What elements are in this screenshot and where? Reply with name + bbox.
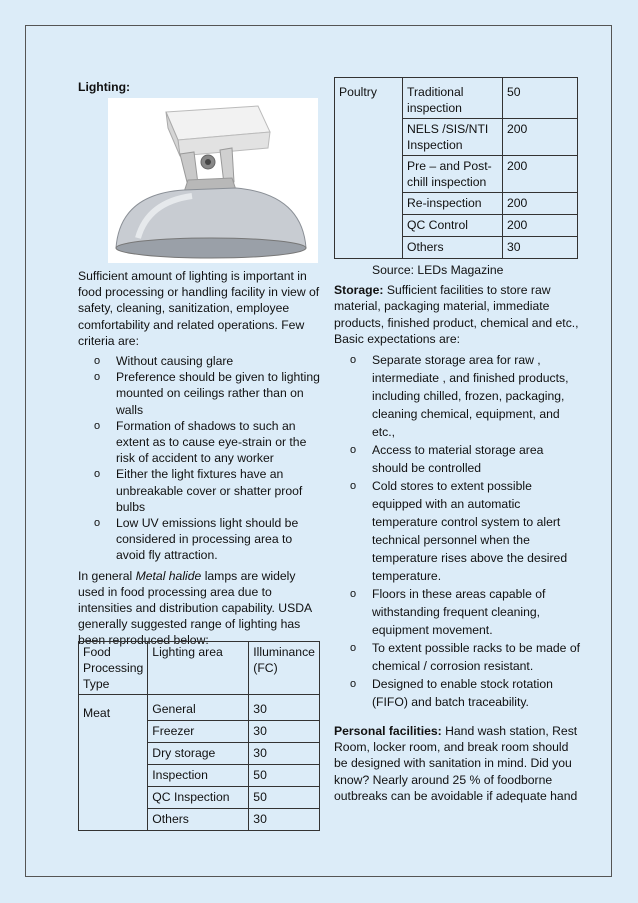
food-type-cell: Meat xyxy=(79,695,148,831)
table-cell: Traditional inspection xyxy=(403,78,503,119)
list-item: o Low UV emissions light should be considered in processing area to avoid fly attraction. xyxy=(78,515,324,564)
table-cell: QC Control xyxy=(403,215,503,237)
table-cell: General xyxy=(148,695,249,721)
table-cell: Inspection xyxy=(148,765,249,787)
lamp-image xyxy=(108,98,318,263)
list-item: o Designed to enable stock rotation (FIFO) and batch traceability. xyxy=(334,675,582,711)
food-type-cell: Poultry xyxy=(335,78,403,259)
table-cell: 50 xyxy=(249,787,320,809)
table-cell: 200 xyxy=(503,215,578,237)
column-header: Food Processing Type xyxy=(79,642,148,695)
lighting-heading: Lighting: xyxy=(78,80,131,94)
table-cell: Pre – and Post-chill inspection xyxy=(403,156,503,193)
lighting-criteria-list xyxy=(78,353,324,564)
table-header-row xyxy=(79,642,320,695)
table-cell: Others xyxy=(148,809,249,831)
table-cell: QC Inspection xyxy=(148,787,249,809)
table-cell: NELS /SIS/NTI Inspection xyxy=(403,119,503,156)
table-cell: Freezer xyxy=(148,721,249,743)
table-source: Source: LEDs Magazine xyxy=(372,263,504,277)
table-cell: 30 xyxy=(249,721,320,743)
list-item: o Cold stores to extent possible equipped with an automatic temperature control system to alert technical personnel when the temperature rises above the desired temperature. xyxy=(334,477,582,585)
meat-lighting-table xyxy=(78,641,320,831)
lighting-intro: Sufficient amount of lighting is important in food processing or handling facility in view of safety, cleaning, sanitization, employee comfortability and related operations. Few criteria are: xyxy=(78,269,320,348)
column-header: Illuminance (FC) xyxy=(249,642,320,695)
list-item: o Access to material storage area should be controlled xyxy=(334,441,582,477)
table-cell: Dry storage xyxy=(148,743,249,765)
table-cell: 30 xyxy=(249,743,320,765)
table-cell: Others xyxy=(403,237,503,259)
table-cell: 50 xyxy=(249,765,320,787)
metal-halide-paragraph: In general Metal halide lamps are widely used in food processing area due to intensities and distribution capability. USDA generally suggested range of lighting has been reproduced below: xyxy=(78,568,312,648)
table-cell: 50 xyxy=(503,78,578,119)
poultry-lighting-table xyxy=(334,77,578,259)
table-cell: 200 xyxy=(503,193,578,215)
list-item: o Preference should be given to lighting mounted on ceilings rather than on walls xyxy=(78,369,324,418)
personal-facilities-paragraph: Personal facilities: Hand wash station, Rest Room, locker room, and break room should be designed with sanitation in mind. Did you know? Nearly around 25 % of foodborne outbreaks can be avoidable if adequate hand xyxy=(334,724,578,803)
list-item: o To extent possible racks to be made of chemical / corrosion resistant. xyxy=(334,639,582,675)
table-cell: 200 xyxy=(503,156,578,193)
table-row xyxy=(335,78,578,119)
table-cell: 30 xyxy=(249,695,320,721)
table-cell: Re-inspection xyxy=(403,193,503,215)
list-item: o Without causing glare xyxy=(78,353,324,369)
list-item: o Floors in these areas capable of withstanding frequent cleaning, equipment movement. xyxy=(334,585,582,639)
column-header: Lighting area xyxy=(148,642,249,695)
list-item: o Separate storage area for raw , intermediate , and finished products, including chilled, frozen, packaging, cleaning chemical, equipment, and etc., xyxy=(334,351,582,441)
storage-list xyxy=(334,351,582,711)
table-cell: 30 xyxy=(249,809,320,831)
table-cell: 30 xyxy=(503,237,578,259)
list-item: o Either the light fixtures have an unbreakable cover or shatter proof bulbs xyxy=(78,466,324,515)
list-item: o Formation of shadows to such an extent as to cause eye-strain or the risk of accident to any worker xyxy=(78,418,324,467)
storage-paragraph: Storage: Sufficient facilities to store raw material, packaging material, immediate products, finished product, chemical and etc., Basic expectations are: xyxy=(334,283,579,346)
table-cell: 200 xyxy=(503,119,578,156)
table-row xyxy=(79,695,320,721)
